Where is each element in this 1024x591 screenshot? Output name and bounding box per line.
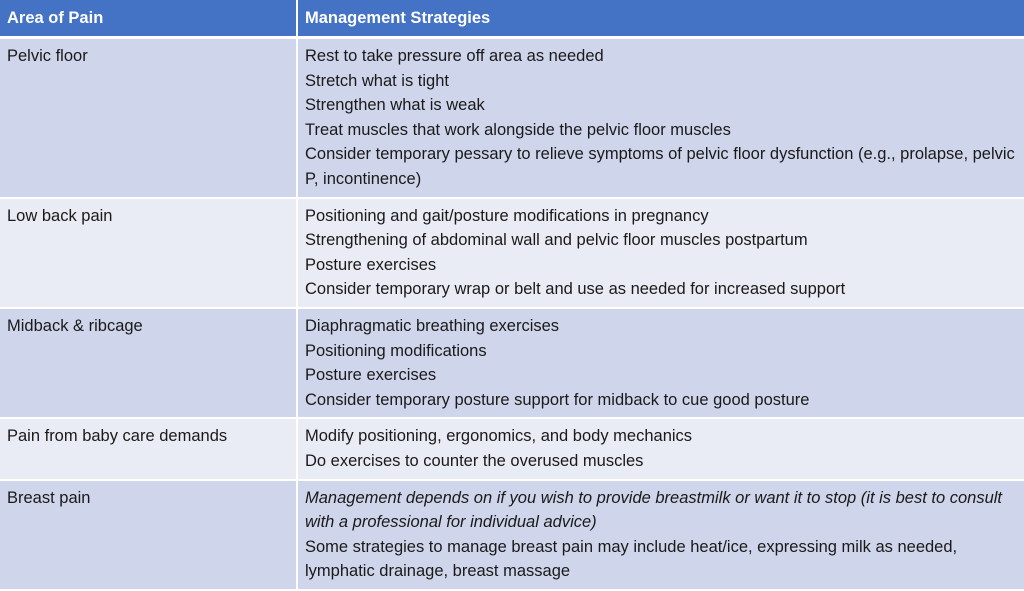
table-row — [0, 198, 1024, 308]
table-row — [0, 418, 1024, 479]
strategy-item: Consider temporary wrap or belt and use as needed for increased support — [305, 280, 846, 299]
strategy-item: Strengthening of abdominal wall and pelvic floor muscles postpartum — [305, 231, 808, 250]
strategy-item: Consider temporary pessary to relieve symptoms of pelvic floor dysfunction (e.g., prolapse, pelvic P, incontinence) — [305, 145, 1015, 188]
strategy-item: Positioning and gait/posture modifications in pregnancy — [305, 206, 709, 225]
area-cell: Pain from baby care demands — [0, 418, 297, 479]
strategy-item: Diaphragmatic breathing exercises — [305, 316, 560, 335]
strategy-item: Consider temporary posture support for midback to cue good posture — [305, 390, 810, 409]
strategies-cell — [297, 198, 1024, 308]
table-header-row — [0, 0, 1024, 38]
strategies-cell — [297, 418, 1024, 479]
strategies-cell — [297, 308, 1024, 418]
strategy-item: Some strategies to manage breast pain may include heat/ice, expressing milk as needed, lymphatic drainage, breast massage — [305, 537, 958, 581]
area-cell: Breast pain — [0, 480, 297, 590]
header-management-strategies: Management Strategies — [297, 0, 1024, 38]
area-cell: Low back pain — [0, 198, 297, 308]
table-row — [0, 38, 1024, 198]
strategy-item: Rest to take pressure off area as needed — [305, 47, 604, 65]
table-row — [0, 480, 1024, 590]
area-cell: Midback & ribcage — [0, 308, 297, 418]
strategy-item: Treat muscles that work alongside the pelvic floor muscles — [305, 120, 731, 139]
strategy-item: Modify positioning, ergonomics, and body mechanics — [305, 427, 693, 446]
strategy-item: Posture exercises — [305, 255, 437, 274]
header-area-of-pain: Area of Pain — [0, 0, 297, 38]
strategy-item-note: Management depends on if you wish to provide breastmilk or want it to stop (it is best to consult with a professional for individual advice) — [305, 488, 1003, 532]
strategy-item: Strengthen what is weak — [305, 96, 485, 115]
area-cell: Pelvic floor — [0, 38, 297, 198]
strategy-item: Stretch what is tight — [305, 71, 449, 90]
strategy-item: Posture exercises — [305, 366, 437, 385]
strategies-cell — [297, 38, 1024, 198]
table-row — [0, 308, 1024, 418]
strategy-item: Do exercises to counter the overused muscles — [305, 451, 644, 470]
strategy-item: Positioning modifications — [305, 341, 487, 360]
strategies-cell — [297, 480, 1024, 590]
